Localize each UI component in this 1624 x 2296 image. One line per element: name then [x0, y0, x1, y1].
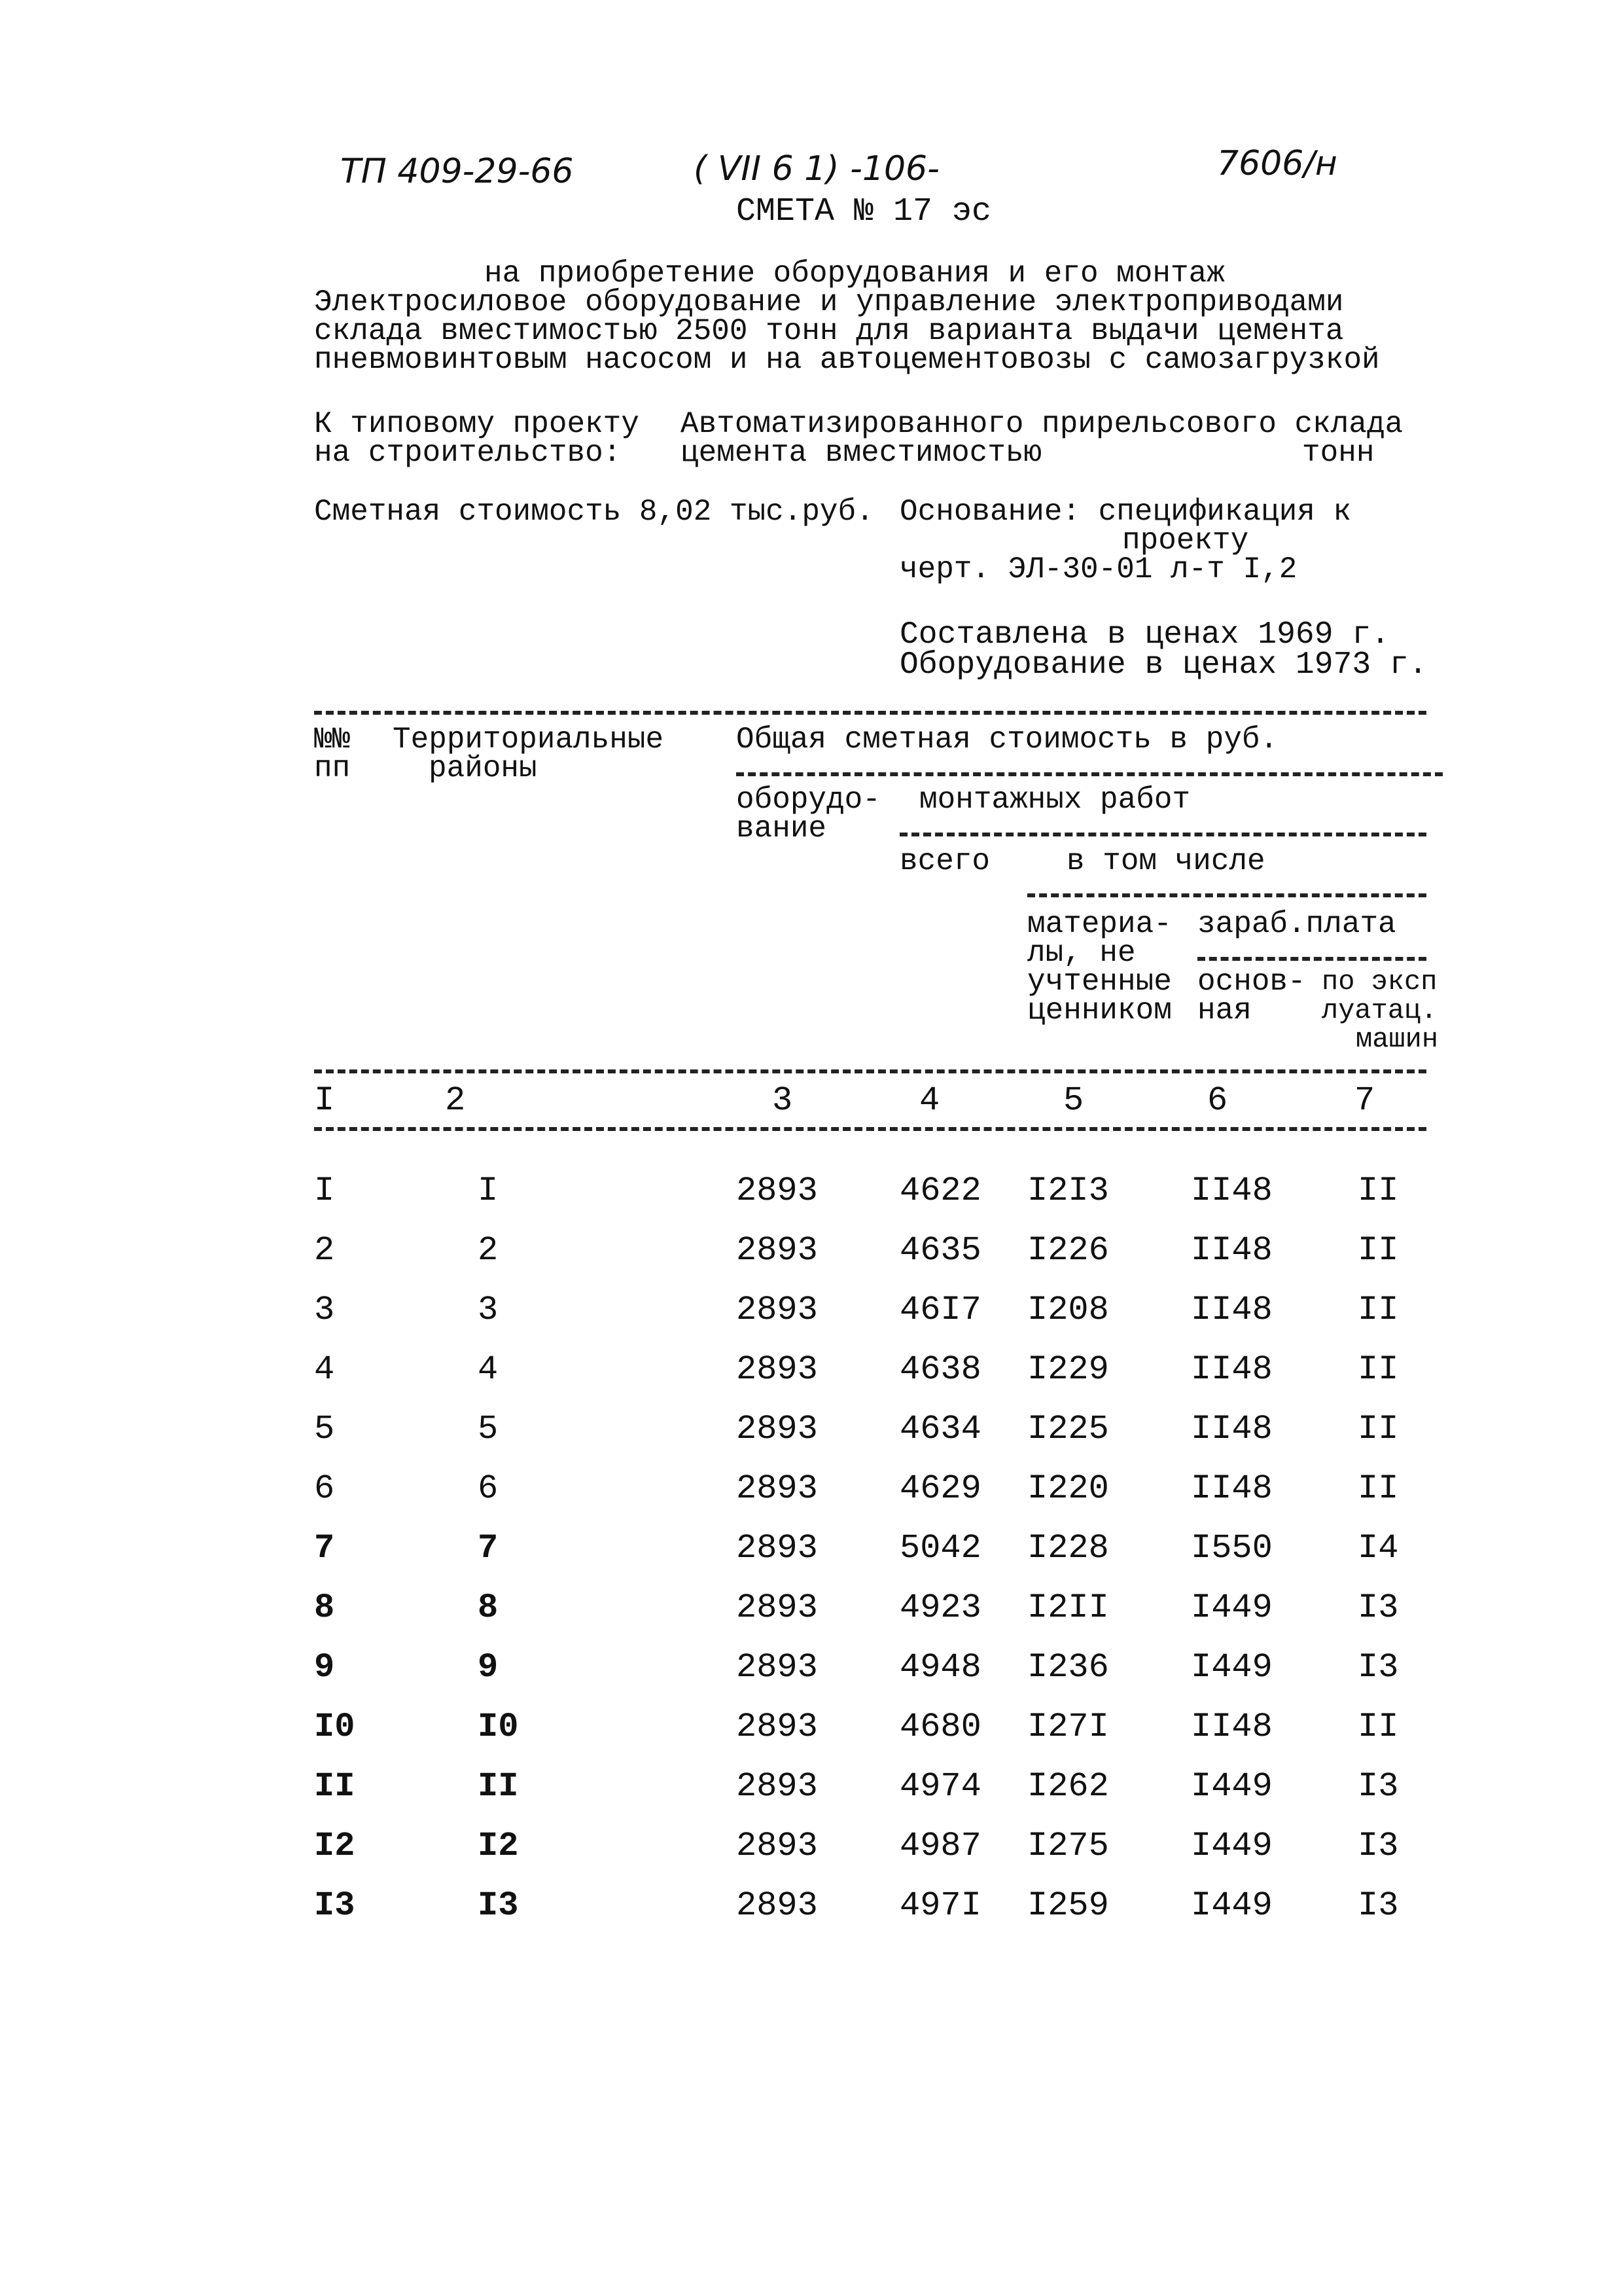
table-cell: I229	[1027, 1350, 1109, 1389]
table-cell: 2893	[736, 1708, 818, 1746]
table-cell: I	[314, 1172, 335, 1210]
hdr-rule-5	[314, 1069, 1426, 1073]
album-code: ( VII 6 1) -106-	[694, 149, 940, 188]
hdr-materials-4: ценником	[1027, 994, 1172, 1028]
table-cell: II48	[1191, 1231, 1273, 1270]
table-cell: 2	[314, 1231, 335, 1270]
table-cell: 4634	[900, 1410, 981, 1448]
hdr-number-2: пп	[314, 751, 351, 785]
basis-line-2: проекту	[1122, 524, 1249, 558]
table-cell: 9	[314, 1648, 335, 1687]
hdr-rule-1	[736, 772, 1443, 776]
table-cell: II	[1358, 1708, 1399, 1746]
table-cell: I228	[1027, 1529, 1109, 1568]
table-cell: 2893	[736, 1588, 818, 1627]
table-cell: 2893	[736, 1827, 818, 1865]
table-cell: I226	[1027, 1231, 1109, 1270]
column-number: 4	[919, 1081, 940, 1120]
table-cell: I449	[1191, 1648, 1273, 1687]
table-cell: I3	[1358, 1648, 1399, 1687]
hdr-equipment-2: вание	[736, 812, 827, 846]
hdr-total-cost: Общая сметная стоимость в руб.	[736, 723, 1279, 757]
table-cell: 4	[314, 1350, 335, 1389]
hdr-materials: материа-	[1027, 907, 1172, 941]
table-cell: I2	[478, 1827, 519, 1865]
title-line-2: Электросиловое оборудование и управление электроприводами	[314, 285, 1344, 319]
table-cell: II48	[1191, 1410, 1273, 1448]
hdr-machines: по эксп	[1322, 966, 1438, 997]
table-cell: 5042	[900, 1529, 981, 1568]
table-cell: I3	[1358, 1827, 1399, 1865]
project-label-2: на строительство:	[314, 436, 622, 470]
table-cell: 4680	[900, 1708, 981, 1746]
table-cell: I225	[1027, 1410, 1109, 1448]
hdr-materials-2: лы, не	[1027, 936, 1136, 970]
table-cell: 46I7	[900, 1291, 981, 1329]
project-value-2: цемента вместимостью	[680, 436, 1042, 470]
column-number: 6	[1207, 1081, 1228, 1120]
project-unit: тонн	[1302, 436, 1375, 470]
title-line-1: на приобретение оборудования и его монтаж	[484, 257, 1225, 291]
table-cell: 7	[314, 1529, 335, 1568]
hdr-base: основ-	[1197, 965, 1306, 999]
hdr-region-2: районы	[429, 751, 537, 785]
table-cell: I3	[1358, 1588, 1399, 1627]
table-cell: 5	[478, 1410, 499, 1448]
hdr-base-2: ная	[1197, 994, 1252, 1028]
table-cell: 4622	[900, 1172, 981, 1210]
table-cell: 4923	[900, 1588, 981, 1627]
table-cell: 4629	[900, 1469, 981, 1508]
table-cell: 4974	[900, 1767, 981, 1806]
table-cell: II	[1358, 1231, 1399, 1270]
table-cell: I0	[478, 1708, 519, 1746]
table-cell: I550	[1191, 1529, 1273, 1568]
hdr-machines-2: луатац.	[1322, 995, 1438, 1026]
table-cell: 3	[478, 1291, 499, 1329]
table-cell: 6	[478, 1469, 499, 1508]
table-cell: 2893	[736, 1291, 818, 1329]
table-cell: 4987	[900, 1827, 981, 1865]
title-line-3: склада вместимостью 2500 тонн для варианта выдачи цемента	[314, 314, 1344, 348]
table-cell: II	[1358, 1291, 1399, 1329]
hdr-number: №№	[314, 723, 351, 757]
table-cell: 2893	[736, 1231, 818, 1270]
estimated-cost: Сметная стоимость 8,02 тыс.руб.	[314, 495, 874, 529]
table-cell: I449	[1191, 1767, 1273, 1806]
table-cell: I262	[1027, 1767, 1109, 1806]
hdr-machines-3: машин	[1356, 1024, 1439, 1055]
project-value-1: Автоматизированного прирельсового склада	[680, 407, 1403, 441]
table-cell: II48	[1191, 1172, 1273, 1210]
table-cell: I4	[1358, 1529, 1399, 1568]
table-cell: I2I3	[1027, 1172, 1109, 1210]
table-cell: 2893	[736, 1886, 818, 1925]
table-cell: I208	[1027, 1291, 1109, 1329]
prices-line-1: Составлена в ценах 1969 г.	[900, 617, 1390, 653]
basis-line-3: черт. ЭЛ-30-01 л-т I,2	[900, 552, 1297, 586]
table-cell: II	[478, 1767, 519, 1806]
table-cell: 2893	[736, 1648, 818, 1687]
table-cell: I449	[1191, 1886, 1273, 1925]
table-cell: 4638	[900, 1350, 981, 1389]
hdr-rule-6	[314, 1127, 1426, 1131]
table-cell: 9	[478, 1648, 499, 1687]
table-cell: I449	[1191, 1588, 1273, 1627]
project-label-1: К типовому проекту	[314, 407, 639, 441]
table-cell: II48	[1191, 1708, 1273, 1746]
table-cell: I3	[1358, 1767, 1399, 1806]
table-cell: I2	[314, 1827, 355, 1865]
table-cell: 3	[314, 1291, 335, 1329]
table-cell: I3	[1358, 1886, 1399, 1925]
hdr-all: всего	[900, 844, 991, 878]
table-cell: 497I	[900, 1886, 981, 1925]
table-cell: 2893	[736, 1410, 818, 1448]
table-cell: I220	[1027, 1469, 1109, 1508]
table-cell: 2893	[736, 1350, 818, 1389]
table-cell: I3	[478, 1886, 519, 1925]
table-cell: II48	[1191, 1350, 1273, 1389]
document-title: СМЕТА № 17 эс	[736, 193, 992, 230]
table-cell: II	[1358, 1350, 1399, 1389]
sheet-number: 7606/н	[1217, 144, 1337, 183]
table-cell: II48	[1191, 1291, 1273, 1329]
table-cell: I27I	[1027, 1708, 1109, 1746]
table-cell: I275	[1027, 1827, 1109, 1865]
column-number: 7	[1354, 1081, 1375, 1120]
column-number: 3	[772, 1081, 793, 1120]
hdr-installation: монтажных работ	[919, 783, 1191, 817]
hdr-region: Территориальные	[393, 723, 664, 757]
table-cell: II	[1358, 1172, 1399, 1210]
table-cell: I449	[1191, 1827, 1273, 1865]
project-code: ТП 409-29-66	[340, 152, 574, 191]
table-cell: 4	[478, 1350, 499, 1389]
table-cell: 2893	[736, 1767, 818, 1806]
table-cell: 4948	[900, 1648, 981, 1687]
table-cell: I2II	[1027, 1588, 1109, 1627]
table-cell: I236	[1027, 1648, 1109, 1687]
table-cell: I	[478, 1172, 499, 1210]
prices-line-2: Оборудование в ценах 1973 г.	[900, 647, 1428, 683]
table-cell: 2893	[736, 1469, 818, 1508]
hdr-rule-3	[1027, 893, 1426, 897]
table-cell: 7	[478, 1529, 499, 1568]
table-cell: II	[1358, 1410, 1399, 1448]
table-cell: 4635	[900, 1231, 981, 1270]
table-cell: 2893	[736, 1529, 818, 1568]
hdr-rule-4	[1197, 957, 1426, 961]
title-line-4: пневмовинтовым насосом и на автоцементовозы с самозагрузкой	[314, 343, 1380, 377]
hdr-rule-2	[900, 833, 1426, 836]
table-cell: II	[1358, 1469, 1399, 1508]
table-cell: I3	[314, 1886, 355, 1925]
table-cell: 2	[478, 1231, 499, 1270]
column-number: 2	[445, 1081, 466, 1120]
table-cell: 8	[478, 1588, 499, 1627]
table-cell: 2893	[736, 1172, 818, 1210]
hdr-equipment: оборудо-	[736, 783, 881, 817]
hdr-wages: зараб.плата	[1197, 907, 1396, 941]
column-number: I	[314, 1081, 335, 1120]
table-top-rule	[314, 711, 1426, 715]
column-number: 5	[1063, 1081, 1084, 1120]
table-cell: I0	[314, 1708, 355, 1746]
table-cell: 5	[314, 1410, 335, 1448]
table-cell: 6	[314, 1469, 335, 1508]
table-cell: II48	[1191, 1469, 1273, 1508]
table-cell: I259	[1027, 1886, 1109, 1925]
table-cell: 8	[314, 1588, 335, 1627]
basis-line-1: Основание: спецификация к	[900, 495, 1352, 529]
hdr-materials-3: учтенные	[1027, 965, 1172, 999]
hdr-including: в том числе	[1067, 844, 1265, 878]
table-cell: II	[314, 1767, 355, 1806]
